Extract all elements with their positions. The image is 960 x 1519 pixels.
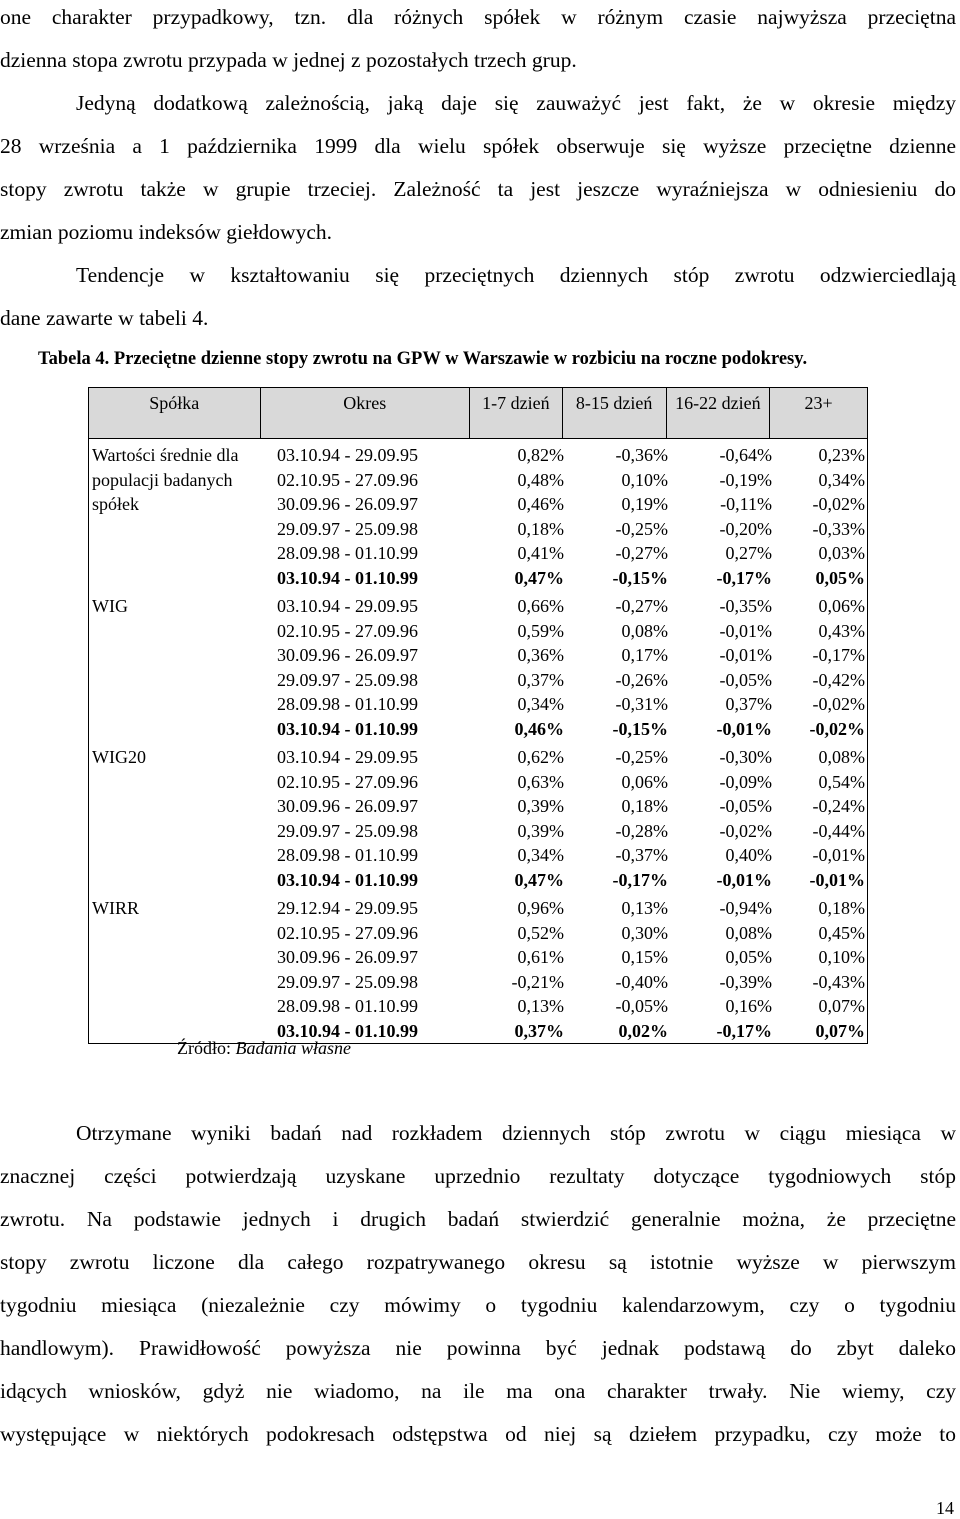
- value-cell: 0,08%: [725, 922, 772, 943]
- value-cell: -0,11%: [720, 494, 772, 514]
- header-8-15: 8-15 dzień: [563, 388, 667, 438]
- value-cell: -0,01%: [719, 620, 772, 641]
- page-number: 14: [936, 1498, 954, 1518]
- table-row: [261, 443, 867, 468]
- value-cell: 0,08%: [621, 620, 668, 641]
- value-cell: 0,30%: [621, 922, 668, 943]
- table-row: [261, 566, 867, 591]
- table-row: [261, 794, 867, 819]
- period-cell: 03.10.94 - 29.09.95: [277, 747, 418, 767]
- period-cell: 03.10.94 - 01.10.99: [277, 1020, 418, 1041]
- value-cell: -0,17%: [812, 645, 865, 665]
- value-cell: 0,48%: [517, 469, 564, 490]
- value-cell: -0,44%: [812, 820, 865, 841]
- text-line: handlowym). Prawidłowość powyższa nie powinna być jednak podstawą do zbyt daleko: [0, 1336, 956, 1360]
- header-23plus: 23+: [804, 393, 833, 413]
- group-name: Wartości średnie dla populacji badanych spółek: [92, 445, 239, 514]
- value-cell: -0,15%: [612, 567, 668, 588]
- header-16-22: 16-22 dzień: [667, 388, 771, 438]
- table-row: [261, 517, 867, 542]
- value-cell: -0,25%: [615, 518, 668, 539]
- value-cell: 0,47%: [514, 869, 564, 890]
- period-cell: 30.09.96 - 26.09.97: [277, 494, 418, 514]
- value-cell: 0,61%: [517, 947, 564, 967]
- value-cell: 0,43%: [818, 620, 865, 641]
- value-cell: 0,45%: [818, 922, 865, 943]
- table-row: [261, 945, 867, 970]
- value-cell: 0,10%: [818, 947, 865, 967]
- value-cell: -0,27%: [615, 596, 668, 616]
- value-cell: 0,62%: [517, 747, 564, 767]
- intro-paragraphs: [0, 0, 956, 340]
- value-cell: -0,05%: [719, 669, 772, 690]
- table-row: [261, 643, 867, 668]
- text-line: tygodniu miesiąca (niezależnie czy mówimy o tygodniu kalendarzowym, czy o tygodniu: [0, 1293, 956, 1317]
- value-cell: -0,02%: [812, 694, 865, 714]
- group-name: WIRR: [92, 898, 139, 918]
- value-cell: -0,31%: [615, 694, 668, 714]
- table-row: [261, 1019, 867, 1044]
- text-line: zwrotu. Na podstawie jednych i drugich badań stwierdzić generalnie można, że przeciętne: [0, 1207, 956, 1231]
- period-cell: 29.09.97 - 25.09.98: [277, 518, 418, 539]
- text-line: dane zawarte w tabeli 4.: [0, 306, 209, 330]
- value-cell: -0,26%: [615, 669, 668, 690]
- period-cell: 03.10.94 - 01.10.99: [277, 718, 418, 739]
- value-cell: -0,01%: [812, 845, 865, 865]
- value-cell: 0,46%: [517, 494, 564, 514]
- source-label: Źródło:: [177, 1038, 231, 1058]
- table-row: [261, 770, 867, 795]
- value-cell: 0,08%: [818, 747, 865, 767]
- period-cell: 29.09.97 - 25.09.98: [277, 669, 418, 690]
- source-value: Badania własne: [235, 1038, 351, 1058]
- period-cell: 29.09.97 - 25.09.98: [277, 971, 418, 992]
- text-line: Otrzymane wyniki badań nad rozkładem dziennych stóp zwrotu w ciągu miesiąca w: [76, 1121, 956, 1145]
- group-name: WIG: [92, 596, 128, 616]
- table-body: [89, 439, 867, 1043]
- value-cell: 0,15%: [621, 947, 668, 967]
- period-cell: 30.09.96 - 26.09.97: [277, 645, 418, 665]
- table-row: [261, 594, 867, 619]
- table-row: [261, 692, 867, 717]
- period-cell: 03.10.94 - 01.10.99: [277, 869, 418, 890]
- value-cell: -0,01%: [716, 869, 772, 890]
- text-line: Tendencje w kształtowaniu się przeciętnych dziennych stóp zwrotu odzwierciedlają: [76, 263, 956, 287]
- period-cell: 02.10.95 - 27.09.96: [277, 620, 418, 641]
- value-cell: -0,01%: [719, 645, 772, 665]
- value-cell: -0,05%: [615, 996, 668, 1016]
- value-cell: -0,37%: [615, 845, 668, 865]
- value-cell: 0,18%: [818, 898, 865, 918]
- value-cell: 0,07%: [815, 1020, 865, 1041]
- value-cell: 0,46%: [514, 718, 564, 739]
- value-cell: -0,24%: [812, 796, 865, 816]
- table-caption: Tabela 4. Przeciętne dzienne stopy zwrotu na GPW w Warszawie w rozbiciu na roczne podokresy.: [38, 349, 808, 369]
- table-row: [261, 921, 867, 946]
- value-cell: -0,01%: [716, 718, 772, 739]
- value-cell: 0,39%: [517, 820, 564, 841]
- period-cell: 30.09.96 - 26.09.97: [277, 796, 418, 816]
- table-row: [261, 994, 867, 1019]
- value-cell: -0,30%: [719, 747, 772, 767]
- value-cell: -0,21%: [511, 971, 564, 992]
- table-row: [261, 970, 867, 995]
- value-cell: 0,23%: [818, 445, 865, 465]
- value-cell: -0,17%: [612, 869, 668, 890]
- table-row: [261, 843, 867, 868]
- value-cell: 0,13%: [621, 898, 668, 918]
- value-cell: 0,13%: [517, 996, 564, 1016]
- value-cell: 0,06%: [818, 596, 865, 616]
- value-cell: -0,27%: [615, 543, 668, 563]
- value-cell: -0,02%: [809, 718, 865, 739]
- table-row: [261, 668, 867, 693]
- table-row: [261, 619, 867, 644]
- value-cell: 0,16%: [725, 996, 772, 1016]
- table-row: [261, 468, 867, 493]
- group-name: WIG20: [92, 747, 146, 767]
- value-cell: 0,54%: [818, 771, 865, 792]
- text-line: zmian poziomu indeksów giełdowych.: [0, 220, 332, 244]
- value-cell: -0,19%: [719, 469, 772, 490]
- value-cell: 0,34%: [517, 694, 564, 714]
- value-cell: 0,03%: [818, 543, 865, 563]
- value-cell: 0,47%: [514, 567, 564, 588]
- value-cell: 0,63%: [517, 771, 564, 792]
- table-row: [261, 868, 867, 893]
- value-cell: -0,39%: [719, 971, 772, 992]
- value-cell: 0,36%: [517, 645, 564, 665]
- table-row: [261, 717, 867, 742]
- value-cell: 0,10%: [621, 469, 668, 490]
- text-line: stopy zwrotu także w grupie trzeciej. Zależność ta jest jeszcze wyraźniejsza w odniesieniu do: [0, 177, 956, 201]
- table-row: [261, 896, 867, 921]
- value-cell: 0,41%: [517, 543, 564, 563]
- table-row: [261, 745, 867, 770]
- returns-table: [88, 387, 868, 1044]
- table-row: [261, 541, 867, 566]
- period-cell: 02.10.95 - 27.09.96: [277, 469, 418, 490]
- period-cell: 28.09.98 - 01.10.99: [277, 996, 418, 1016]
- value-cell: -0,15%: [612, 718, 668, 739]
- period-cell: 30.09.96 - 26.09.97: [277, 947, 418, 967]
- value-cell: -0,25%: [615, 747, 668, 767]
- outro-paragraphs: [0, 1112, 956, 1456]
- table-group: [89, 892, 867, 1043]
- table-group: [89, 741, 867, 892]
- value-cell: 0,39%: [517, 796, 564, 816]
- period-cell: 03.10.94 - 29.09.95: [277, 445, 418, 465]
- value-cell: -0,43%: [812, 971, 865, 992]
- value-cell: -0,01%: [809, 869, 865, 890]
- value-cell: 0,06%: [621, 771, 668, 792]
- value-cell: -0,20%: [719, 518, 772, 539]
- value-cell: 0,05%: [725, 947, 772, 967]
- period-cell: 28.09.98 - 01.10.99: [277, 845, 418, 865]
- value-cell: 0,02%: [618, 1020, 668, 1041]
- period-cell: 02.10.95 - 27.09.96: [277, 922, 418, 943]
- value-cell: 0,59%: [517, 620, 564, 641]
- period-cell: 28.09.98 - 01.10.99: [277, 543, 418, 563]
- value-cell: 0,40%: [725, 845, 772, 865]
- table-group: [89, 439, 867, 590]
- period-cell: 28.09.98 - 01.10.99: [277, 694, 418, 714]
- table-source: [177, 1038, 351, 1059]
- value-cell: -0,64%: [719, 445, 772, 465]
- table-row: [261, 819, 867, 844]
- value-cell: -0,36%: [615, 445, 668, 465]
- value-cell: -0,35%: [719, 596, 772, 616]
- period-cell: 03.10.94 - 29.09.95: [277, 596, 418, 616]
- period-cell: 29.09.97 - 25.09.98: [277, 820, 418, 841]
- table-header: [89, 388, 867, 439]
- value-cell: 0,05%: [815, 567, 865, 588]
- value-cell: 0,34%: [517, 845, 564, 865]
- value-cell: 0,19%: [621, 494, 668, 514]
- text-line: dzienna stopa zwrotu przypada w jednej z pozostałych trzech grup.: [0, 48, 577, 72]
- value-cell: 0,37%: [725, 694, 772, 714]
- value-cell: 0,27%: [725, 543, 772, 563]
- value-cell: -0,05%: [719, 796, 772, 816]
- text-line: znacznej części potwierdzają uzyskane uprzednio rezultaty dotyczące tygodniowych stóp: [0, 1164, 956, 1188]
- value-cell: 0,18%: [621, 796, 668, 816]
- value-cell: 0,82%: [517, 445, 564, 465]
- value-cell: 0,52%: [517, 922, 564, 943]
- text-line: idących wniosków, gdyż nie wiadomo, na ile ma ona charakter trwały. Nie wiemy, czy: [0, 1379, 956, 1403]
- table-group: [89, 590, 867, 741]
- value-cell: -0,42%: [812, 669, 865, 690]
- text-line: 28 września a 1 października 1999 dla wielu spółek obserwuje się wyższe przeciętne dzienne: [0, 134, 956, 158]
- value-cell: 0,37%: [517, 669, 564, 690]
- period-cell: 03.10.94 - 01.10.99: [277, 567, 418, 588]
- value-cell: -0,28%: [615, 820, 668, 841]
- value-cell: -0,33%: [812, 518, 865, 539]
- value-cell: 0,96%: [517, 898, 564, 918]
- table-row: [261, 492, 867, 517]
- header-okres: Okres: [261, 388, 470, 438]
- header-spolka: Spółka: [89, 388, 261, 438]
- value-cell: 0,34%: [818, 469, 865, 490]
- value-cell: 0,66%: [517, 596, 564, 616]
- period-cell: 02.10.95 - 27.09.96: [277, 771, 418, 792]
- text-line: występujące w niektórych podokresach odstępstwa od niej są dziełem przypadku, czy może to: [0, 1422, 956, 1446]
- text-line: stopy zwrotu liczone dla całego rozpatrywanego okresu są istotnie wyższe w pierwszym: [0, 1250, 956, 1274]
- period-cell: 29.12.94 - 29.09.95: [277, 898, 418, 918]
- value-cell: -0,09%: [719, 771, 772, 792]
- value-cell: -0,40%: [615, 971, 668, 992]
- header-1-7: 1-7 dzień: [470, 388, 563, 438]
- text-line: Jedyną dodatkową zależnością, jaką daje się zauważyć jest fakt, że w okresie między: [76, 91, 956, 115]
- value-cell: -0,17%: [716, 567, 772, 588]
- value-cell: 0,37%: [514, 1020, 564, 1041]
- value-cell: 0,18%: [517, 518, 564, 539]
- value-cell: 0,17%: [621, 645, 668, 665]
- value-cell: -0,02%: [719, 820, 772, 841]
- value-cell: -0,94%: [719, 898, 772, 918]
- value-cell: -0,17%: [716, 1020, 772, 1041]
- value-cell: 0,07%: [818, 996, 865, 1016]
- value-cell: -0,02%: [812, 494, 865, 514]
- text-line: one charakter przypadkowy, tzn. dla różnych spółek w różnym czasie najwyższa przeciętna: [0, 5, 956, 29]
